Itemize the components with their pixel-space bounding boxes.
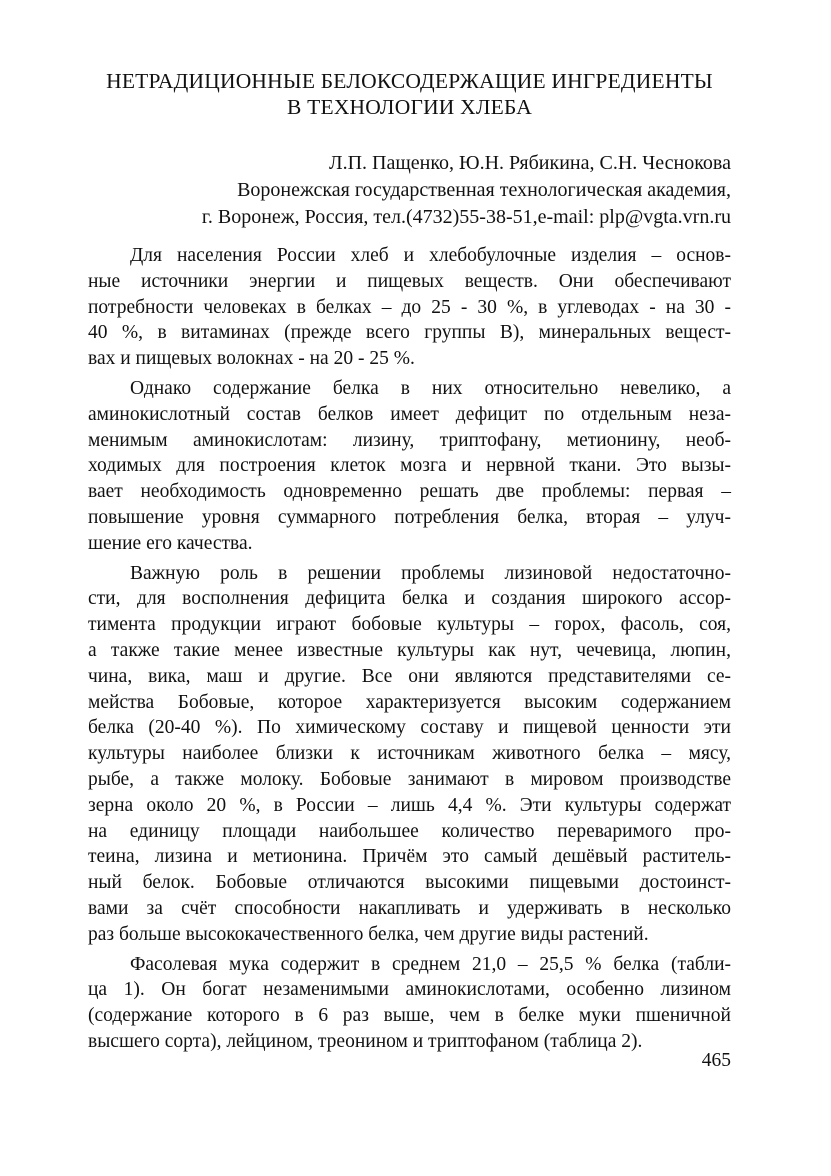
text-line: тимента продукции играют бобовые культуры – горох, фасоль, соя, bbox=[88, 614, 731, 636]
text-line: белка (20-40 %). По химическому составу и пищевой ценности эти bbox=[88, 717, 731, 739]
text-line: рыбе, а также молоку. Бобовые занимают в мировом производстве bbox=[88, 768, 731, 790]
page-number: 465 bbox=[701, 1050, 731, 1071]
text-line: повышение уровня суммарного потребления белка, вторая – улуч- bbox=[88, 506, 731, 528]
text-line: на единицу площади наибольшее количество переваримого про- bbox=[88, 820, 731, 842]
text-line: ца 1). Он богат незаменимыми аминокислотами, особенно лизином bbox=[88, 979, 731, 1001]
text-line: 40 %, в витаминах (прежде всего группы В), минеральных вещест- bbox=[88, 322, 731, 344]
text-line: ный белок. Бобовые отличаются высокими пищевыми достоинст- bbox=[88, 872, 731, 894]
text-line: ходимых для построения клеток мозга и нервной ткани. Это вызы- bbox=[88, 455, 731, 477]
text-line: а также такие менее известные культуры как нут, чечевица, люпин, bbox=[88, 639, 731, 661]
text-line: культуры наиболее близки к источникам животного белка – мясу, bbox=[88, 743, 731, 765]
paragraph bbox=[88, 376, 731, 557]
text-line: Однако содержание белка в них относительно невелико, а bbox=[130, 377, 731, 399]
text-line: зерна около 20 %, в России – лишь 4,4 %. Эти культуры содержат bbox=[88, 794, 731, 816]
text-line: вами за счёт способности накапливать и удерживать в несколько bbox=[88, 897, 731, 919]
text-line: Важную роль в решении проблемы лизиновой недостаточно- bbox=[130, 562, 731, 584]
text-line: сти, для восполнения дефицита белка и создания широкого ассор- bbox=[88, 588, 731, 610]
title-line: В ТЕХНОЛОГИИ ХЛЕБА bbox=[287, 95, 532, 119]
document-page bbox=[88, 0, 731, 1176]
text-line: Для населения России хлеб и хлебобулочные изделия – основ- bbox=[130, 245, 731, 266]
text-line: высшего сорта), лейцином, треонином и триптофаном (таблица 2). bbox=[88, 1030, 643, 1052]
text-line: менимым аминокислотам: лизину, триптофану, метионину, необ- bbox=[88, 429, 731, 451]
author-names: Л.П. Пащенко, Ю.Н. Рябикина, С.Н. Чеснокова bbox=[329, 152, 731, 174]
paragraph bbox=[88, 243, 731, 372]
text-line: Фасолевая мука содержит в среднем 21,0 – 25,5 % белка (табли- bbox=[130, 953, 731, 975]
text-line: чина, вика, маш и другие. Все они являются представителями се- bbox=[88, 665, 731, 687]
text-line: теина, лизина и метионина. Причём это самый дешёвый раститель- bbox=[88, 846, 731, 868]
text-line: потребности человеках в белках – до 25 - 30 %, в углеводах - на 30 - bbox=[88, 296, 731, 318]
author-block bbox=[88, 150, 731, 231]
author-affiliation: Воронежская государственная технологическая академия, bbox=[237, 179, 731, 201]
article-title bbox=[88, 68, 731, 120]
title-line: НЕТРАДИЦИОННЫЕ БЕЛОКСОДЕРЖАЩИЕ ИНГРЕДИЕНТЫ bbox=[106, 69, 713, 93]
text-line: ные источники энергии и пищевых веществ. Они обеспечивают bbox=[88, 270, 731, 292]
author-contact: г. Воронеж, Россия, тел.(4732)55-38-51,e-mail: plp@vgta.vrn.ru bbox=[201, 206, 731, 228]
paragraph bbox=[88, 952, 731, 1055]
text-line: мейства Бобовые, которое характеризуется высоким содержанием bbox=[88, 691, 731, 713]
text-line: раз больше высококачественного белка, чем другие виды растений. bbox=[88, 923, 649, 945]
text-line: шение его качества. bbox=[88, 532, 253, 554]
article-body bbox=[88, 243, 731, 1059]
paragraph bbox=[88, 561, 731, 948]
text-line: вает необходимость одновременно решать две проблемы: первая – bbox=[88, 481, 731, 503]
text-line: аминокислотный состав белков имеет дефицит по отдельным неза- bbox=[88, 403, 731, 425]
text-line: (содержание которого в 6 раз выше, чем в белке муки пшеничной bbox=[88, 1005, 731, 1027]
text-line: вах и пищевых волокнах - на 20 - 25 %. bbox=[88, 348, 415, 370]
